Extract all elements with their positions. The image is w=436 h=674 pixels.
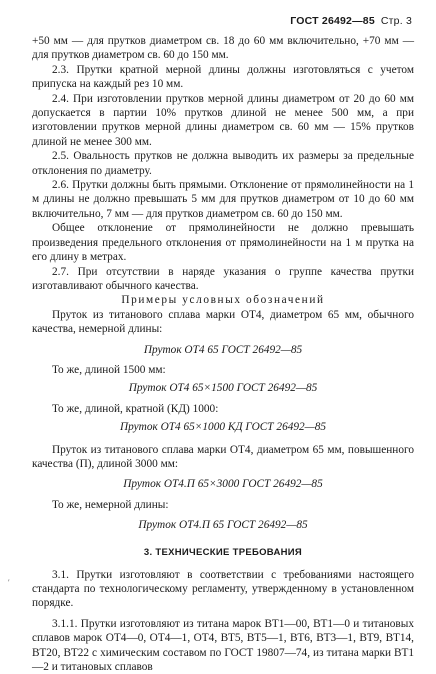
margin-mark: ʹ xyxy=(8,578,10,587)
example-1-designation: Пруток ОТ4 65 ГОСТ 26492—85 xyxy=(143,343,303,356)
paragraph-tolerance-continuation: +50 мм — для прутков диаметром св. 18 до 60 мм включительно, +70 мм — для прутков диаметром св. 60 до 150 мм. xyxy=(32,35,414,62)
example-2-intro: То же, длиной 1500 мм: xyxy=(52,363,166,376)
examples-heading: Примеры условных обозначений xyxy=(121,294,325,307)
page-number: Стр. 3 xyxy=(380,15,412,27)
example-5-intro: То же, немерной длины: xyxy=(52,498,169,511)
paragraph-3-1: 3.1. Прутки изготовляют в соответствии с требованиями настоящего стандарта по технологическому регламенту, утвержденному в установленном порядке. xyxy=(32,568,414,610)
section-3-heading: 3. ТЕХНИЧЕСКИЕ ТРЕБОВАНИЯ xyxy=(143,546,303,558)
paragraph-2-4: 2.4. При изготовлении прутков мерной длины диаметром от 20 до 60 мм допускается в партии 10% прутков длиной не менее 500 мм, а при изготовлении прутков мерной длины диаметром св. 60 мм — 15% прутков длиной не менее 300 мм. xyxy=(32,92,414,148)
paragraph-2-5: 2.5. Овальность прутков не должна выводить их размеры за предельные отклонения по диаметру. xyxy=(32,150,414,177)
paragraph-2-3: 2.3. Прутки кратной мерной длины должны изготовляться с учетом припуска на каждый рез 10 мм. xyxy=(32,63,414,91)
example-4-designation: Пруток ОТ4.П 65×3000 ГОСТ 26492—85 xyxy=(123,478,323,491)
paragraph-straightness-total: Общее отклонение от прямолинейности не должно превышать произведения предельного отклонения от прямолинейности на 1 м прутка на его длину в метрах. xyxy=(32,222,414,264)
document-body xyxy=(32,34,414,674)
paragraph-2-7: 2.7. При отсутствии в наряде указания о группе качества прутки изготавливают обычного качества. xyxy=(32,265,414,292)
example-2-designation: Пруток ОТ4 65×1500 ГОСТ 26492—85 xyxy=(128,382,318,395)
example-5-designation: Пруток ОТ4.П 65 ГОСТ 26492—85 xyxy=(138,519,308,532)
standard-number: ГОСТ 26492—85 xyxy=(290,15,375,27)
paragraph-3-1-1: 3.1.1. Прутки изготовляют из титана марок ВТ1—00, ВТ1—0 и титановых сплавов марок ОТ4—0, ОТ4—1, ОТ4, ВТ5, ВТ5—1, ВТ6, ВТ3—1, ВТ9, ВТ14, ВТ20, ВТ22 с химическим составом по ГОСТ 19807—74, из титана марки ВТ1—2 и титановых сплавов xyxy=(32,617,414,674)
example-1-intro: Пруток из титанового сплава марки ОТ4, диаметром 65 мм, обычного качества, немерной длины: xyxy=(32,308,414,336)
paragraph-2-6: 2.6. Прутки должны быть прямыми. Отклонение от прямолинейности на 1 м длины не должно превышать 5 мм для прутков диаметром от 10 до 60 мм включительно, 7 мм — для прутков диаметром св. 60 до 150 мм. xyxy=(32,179,414,220)
example-3-designation: Пруток ОТ4 65×1000 КД ГОСТ 26492—85 xyxy=(119,421,326,434)
page-header xyxy=(290,15,412,27)
example-4-intro: Пруток из титанового сплава марки ОТ4, диаметром 65 мм, повышенного качества (П), длиной 3000 мм: xyxy=(32,443,414,470)
example-3-intro: То же, длиной, кратной (КД) 1000: xyxy=(52,402,219,415)
